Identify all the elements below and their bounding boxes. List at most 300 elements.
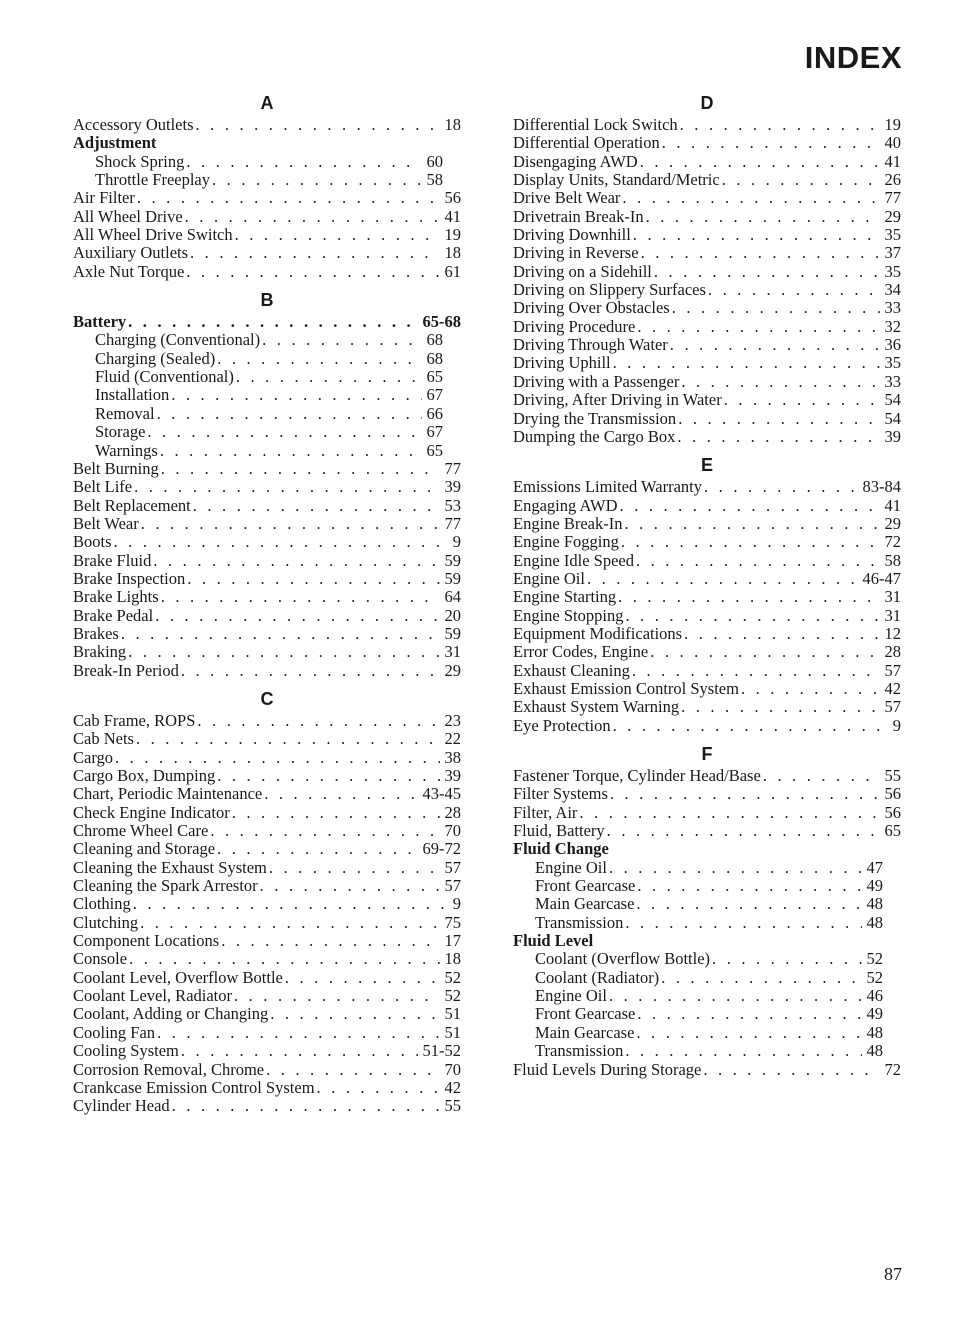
entry-page-number: 41 [444,207,461,226]
section-letter: C [260,688,274,709]
entry-label: Differential Operation [513,134,660,153]
entry-label: Engaging AWD [513,496,618,515]
entry-label: Cleaning the Exhaust System [73,858,267,877]
entry-label: Brake Inspection [73,569,186,588]
dot-leader [625,515,880,533]
entry-page-number: 67 [426,386,443,405]
dot-leader [181,662,440,680]
index-entry [513,299,901,317]
index-subentry [73,331,443,349]
entry-label: Driving, After Driving in Water [513,391,722,410]
index-section [513,454,901,735]
entry-label: Chart, Periodic Maintenance [73,785,263,804]
dot-leader [681,698,879,716]
entry-page-number: 38 [444,748,461,767]
dot-leader [763,767,880,785]
entry-label: Front Gearcase [535,1005,636,1024]
entry-label: Engine Oil [535,858,607,877]
dot-leader [187,570,439,588]
section-letter: F [701,744,713,764]
entry-label: Cooling Fan [73,1023,156,1042]
index-entry [73,950,461,968]
entry-label: Cab Frame, ROPS [73,711,196,730]
index-subentry [513,877,883,895]
dot-leader [680,116,880,134]
entry-label: Drivetrain Break-In [513,207,644,226]
index-entry [73,643,461,661]
entry-label: Main Gearcase [535,895,635,914]
entry-page-number: 57 [444,858,461,877]
dot-leader [636,895,861,913]
entry-label: Driving Procedure [513,317,636,336]
entry-page-number: 77 [884,189,901,208]
entry-page-number: 77 [444,514,461,533]
index-heading-entry [513,932,901,950]
entry-label: Emissions Limited Warranty [513,478,703,497]
page-title: INDEX [804,40,902,75]
dot-leader [196,116,440,134]
dot-leader [217,767,439,785]
index-entry [73,987,461,1005]
entry-page-number: 65 [426,368,443,387]
dot-leader [618,588,879,606]
entry-page-number: 41 [884,152,901,171]
dot-leader [681,373,879,391]
entry-label: Engine Stopping [513,606,624,625]
entry-page-number: 52 [866,968,883,987]
entry-page-number: 55 [444,1097,461,1116]
entry-page-number: 55 [884,767,901,785]
index-entry [513,552,901,570]
entry-label: Drying the Transmission [513,409,677,428]
entry-page-number: 18 [444,116,461,134]
entry-label: Transmission [535,913,624,932]
entry-page-number: 46 [866,987,883,1006]
index-entry [513,354,901,372]
entry-page-number: 19 [884,116,901,134]
entry-label: Driving in Reverse [513,244,639,263]
index-entry [513,226,901,244]
dot-leader [210,822,439,840]
dot-leader [610,785,880,803]
entry-label: Coolant (Radiator) [535,968,660,987]
entry-label: Dumping the Cargo Box [513,427,676,446]
entry-label: Battery [73,313,127,332]
index-entry [73,189,461,207]
dot-leader [646,208,880,226]
index-entry [513,607,901,625]
dot-leader [134,478,439,496]
entry-page-number: 48 [866,1042,883,1061]
entry-page-number: 29 [884,207,901,226]
entry-page-number: 48 [866,1023,883,1042]
entry-label: Adjustment [73,134,157,153]
entry-label: Driving with a Passenger [513,372,680,391]
index-entry [73,1097,461,1115]
dot-leader [157,1024,439,1042]
entry-page-number: 41 [884,496,901,515]
dot-leader [677,428,879,446]
entry-page-number: 37 [884,244,901,263]
entry-page-number: 51-52 [422,1042,461,1061]
entry-page-number: 47 [866,858,883,877]
entry-page-number: 48 [866,895,883,914]
dot-leader [141,515,440,533]
index-subentry [513,895,883,913]
index-heading-entry [73,313,461,331]
index-entry [73,662,461,680]
entry-page-number: 83-84 [862,478,901,497]
entry-label: Belt Burning [73,459,159,478]
dot-leader [724,391,880,409]
dot-leader [650,643,879,661]
index-column-left [73,92,461,1116]
entry-page-number: 42 [444,1078,461,1097]
dot-leader [155,607,439,625]
entry-page-number: 32 [884,317,901,336]
index-entry [513,680,901,698]
index-entry [73,263,461,281]
entry-label: All Wheel Drive [73,207,183,226]
entry-page-number: 12 [884,624,901,643]
entry-page-number: 9 [452,895,461,914]
index-subentry [73,350,443,368]
entry-label: Brake Fluid [73,551,152,570]
entry-page-number: 17 [444,932,461,951]
entry-page-number: 39 [444,478,461,497]
entry-page-number: 40 [884,134,901,153]
section-letter: E [700,455,713,476]
dot-leader [181,1042,418,1060]
index-subentry [73,442,443,460]
index-heading-entry [73,134,461,152]
dot-leader [137,189,440,207]
index-entry [73,712,461,730]
entry-page-number: 20 [444,606,461,625]
entry-page-number: 52 [866,950,883,969]
index-entry [73,877,461,895]
dot-leader [128,643,439,661]
index-entry [513,478,901,496]
entry-page-number: 29 [444,661,461,680]
entry-label: Boots [73,533,112,552]
index-entry [73,226,461,244]
entry-page-number: 33 [884,372,901,391]
dot-leader [234,987,440,1005]
entry-page-number: 64 [444,588,461,607]
dot-leader [171,386,421,404]
entry-page-number: 52 [444,968,461,987]
entry-page-number: 59 [444,624,461,643]
dot-leader [670,336,880,354]
index-entry [73,840,461,858]
index-entry [513,153,901,171]
index-entry [513,410,901,428]
dot-leader [579,804,879,822]
entry-label: Fastener Torque, Cylinder Head/Base [513,767,761,785]
index-subentry [513,1005,883,1023]
entry-page-number: 58 [426,171,443,190]
dot-leader [637,877,861,895]
index-entry [513,533,901,551]
index-entry [513,244,901,262]
entry-page-number: 35 [884,262,901,281]
index-entry [73,607,461,625]
entry-label: Driving on Slippery Surfaces [513,281,706,300]
dot-leader [712,950,861,968]
entry-label: Brakes [73,624,119,643]
dot-leader [133,895,448,913]
dot-leader [264,785,417,803]
index-entry [513,134,901,152]
index-entry [73,533,461,551]
index-entry [513,625,901,643]
index-entry [513,570,901,588]
dot-leader [662,134,880,152]
index-entry [513,822,901,840]
entry-page-number: 56 [884,785,901,804]
dot-leader [607,822,880,840]
dot-leader [637,1005,861,1023]
entry-label: Warnings [95,441,158,460]
index-entry [513,662,901,680]
index-entry [73,932,461,950]
entry-page-number: 56 [444,189,461,208]
dot-leader [236,368,422,386]
dot-leader [654,263,880,281]
dot-leader [161,460,440,478]
dot-leader [636,552,880,570]
dot-leader [161,588,440,606]
dot-leader [672,299,880,317]
entry-page-number: 35 [884,226,901,245]
dot-leader [260,877,440,895]
entry-page-number: 51 [444,1023,461,1042]
index-heading-entry [513,840,901,858]
entry-label: Crankcase Emission Control System [73,1078,315,1097]
entry-page-number: 29 [884,514,901,533]
entry-label: Throttle Freeplay [95,171,211,190]
entry-label: Axle Nut Torque [73,262,185,281]
entry-label: Auxiliary Outlets [73,244,189,263]
entry-label: Front Gearcase [535,877,636,896]
entry-page-number: 9 [892,716,901,735]
index-entry [513,785,901,803]
entry-label: Storage [95,423,146,442]
entry-label: Cleaning the Spark Arrestor [73,877,258,896]
entry-page-number: 33 [884,299,901,318]
page-number: 87 [884,1264,902,1284]
dot-leader [620,497,880,515]
entry-page-number: 23 [444,711,461,730]
entry-page-number: 57 [884,661,901,680]
index-subentry [73,405,443,423]
index-entry [513,336,901,354]
entry-page-number: 65 [426,441,443,460]
entry-page-number: 72 [884,1060,901,1079]
index-entry [513,116,901,134]
index-entry [513,717,901,735]
entry-label: Cleaning and Storage [73,840,216,859]
entry-page-number: 39 [444,767,461,785]
entry-page-number: 52 [444,987,461,1006]
dot-leader [115,749,439,767]
entry-label: Exhaust Cleaning [513,661,630,680]
entry-label: Equipment Modifications [513,624,683,643]
index-entry [513,208,901,226]
dot-leader [741,680,880,698]
index-section [513,743,901,1079]
entry-label: Console [73,950,128,969]
entry-page-number: 28 [444,803,461,822]
section-letter: A [260,93,274,113]
index-entry [73,767,461,785]
dot-leader [172,1097,440,1115]
entry-label: Disengaging AWD [513,152,638,171]
dot-leader [609,859,862,877]
index-entry [73,785,461,803]
index-entry [73,552,461,570]
entry-page-number: 60 [426,152,443,171]
index-entry [513,171,901,189]
index-entry [73,625,461,643]
dot-leader [621,533,880,551]
entry-page-number: 59 [444,551,461,570]
dot-leader [262,331,421,349]
index-column-right [513,92,901,1079]
index-subentry [513,859,883,877]
entry-label: Shock Spring [95,152,185,171]
index-entry [73,244,461,262]
dot-leader [587,570,858,588]
entry-label: Engine Oil [535,987,607,1006]
dot-leader [157,405,422,423]
dot-leader [160,442,422,460]
entry-label: Exhaust System Warning [513,698,680,717]
dot-leader [625,1042,861,1060]
entry-page-number: 26 [884,171,901,190]
entry-page-number: 58 [884,551,901,570]
dot-leader [212,171,421,189]
index-entry [73,1024,461,1042]
entry-label: Belt Replacement [73,496,191,515]
dot-leader [625,914,861,932]
dot-leader [186,153,421,171]
index-entry [73,895,461,913]
dot-leader [235,226,440,244]
entry-page-number: 31 [444,643,461,662]
index-entry [73,570,461,588]
index-entry [513,643,901,661]
entry-label: Clothing [73,895,131,914]
entry-label: Air Filter [73,189,135,208]
index-entry [73,1042,461,1060]
entry-page-number: 75 [444,913,461,932]
entry-label: Engine Starting [513,588,617,607]
index-entry [73,804,461,822]
dot-leader [186,263,439,281]
dot-leader [317,1079,440,1097]
dot-leader [704,478,857,496]
entry-page-number: 34 [884,281,901,300]
entry-page-number: 68 [426,349,443,368]
entry-label: Corrosion Removal, Chrome [73,1060,265,1079]
dot-leader [121,625,440,643]
index-entry [513,391,901,409]
entry-page-number: 48 [866,913,883,932]
entry-page-number: 43-45 [422,785,461,804]
entry-label: Component Locations [73,932,220,951]
entry-page-number: 31 [884,606,901,625]
entry-label: Fluid, Battery [513,822,605,841]
index-entry [73,460,461,478]
entry-label: Engine Fogging [513,533,619,552]
dot-leader [190,244,439,262]
entry-page-number: 49 [866,877,883,896]
index-entry [513,497,901,515]
entry-page-number: 19 [444,226,461,245]
dot-leader [678,410,879,428]
entry-label: Engine Oil [513,569,585,588]
index-subentry [513,914,883,932]
dot-leader [625,607,879,625]
index-entry [73,1061,461,1079]
dot-leader [221,932,439,950]
dot-leader [140,914,439,932]
dot-leader [136,730,440,748]
dot-leader [622,189,879,207]
entry-label: Cylinder Head [73,1097,170,1116]
entry-label: Clutching [73,913,139,932]
index-subentry [73,423,443,441]
index-entry [513,767,901,785]
entry-page-number: 49 [866,1005,883,1024]
index-entry [73,822,461,840]
entry-label: Error Codes, Engine [513,643,649,662]
entry-label: Drive Belt Wear [513,189,621,208]
index-entry [513,373,901,391]
index-entry [73,588,461,606]
entry-page-number: 66 [426,404,443,423]
entry-label: Engine Break-In [513,514,623,533]
entry-label: Coolant Level, Radiator [73,987,232,1006]
dot-leader [684,625,879,643]
index-entry [513,588,901,606]
entry-page-number: 36 [884,336,901,355]
dot-leader [641,244,880,262]
index-entry [73,1079,461,1097]
index-entry [513,263,901,281]
dot-leader [609,987,862,1005]
entry-label: Charging (Conventional) [95,331,261,350]
index-subentry [73,171,443,189]
dot-leader [270,1005,439,1023]
entry-label: Cooling System [73,1042,179,1061]
entry-page-number: 61 [444,262,461,281]
entry-page-number: 28 [884,643,901,662]
entry-label: Eye Protection [513,716,611,735]
entry-label: Differential Lock Switch [513,116,678,134]
entry-page-number: 18 [444,950,461,969]
entry-label: Accessory Outlets [73,116,194,134]
dot-leader [147,423,421,441]
entry-label: Coolant, Adding or Changing [73,1005,269,1024]
index-subentry [513,1024,883,1042]
dot-leader [232,804,440,822]
entry-label: Fluid Levels During Storage [513,1060,702,1079]
entry-page-number: 18 [444,244,461,263]
entry-label: Filter, Air [513,803,578,822]
